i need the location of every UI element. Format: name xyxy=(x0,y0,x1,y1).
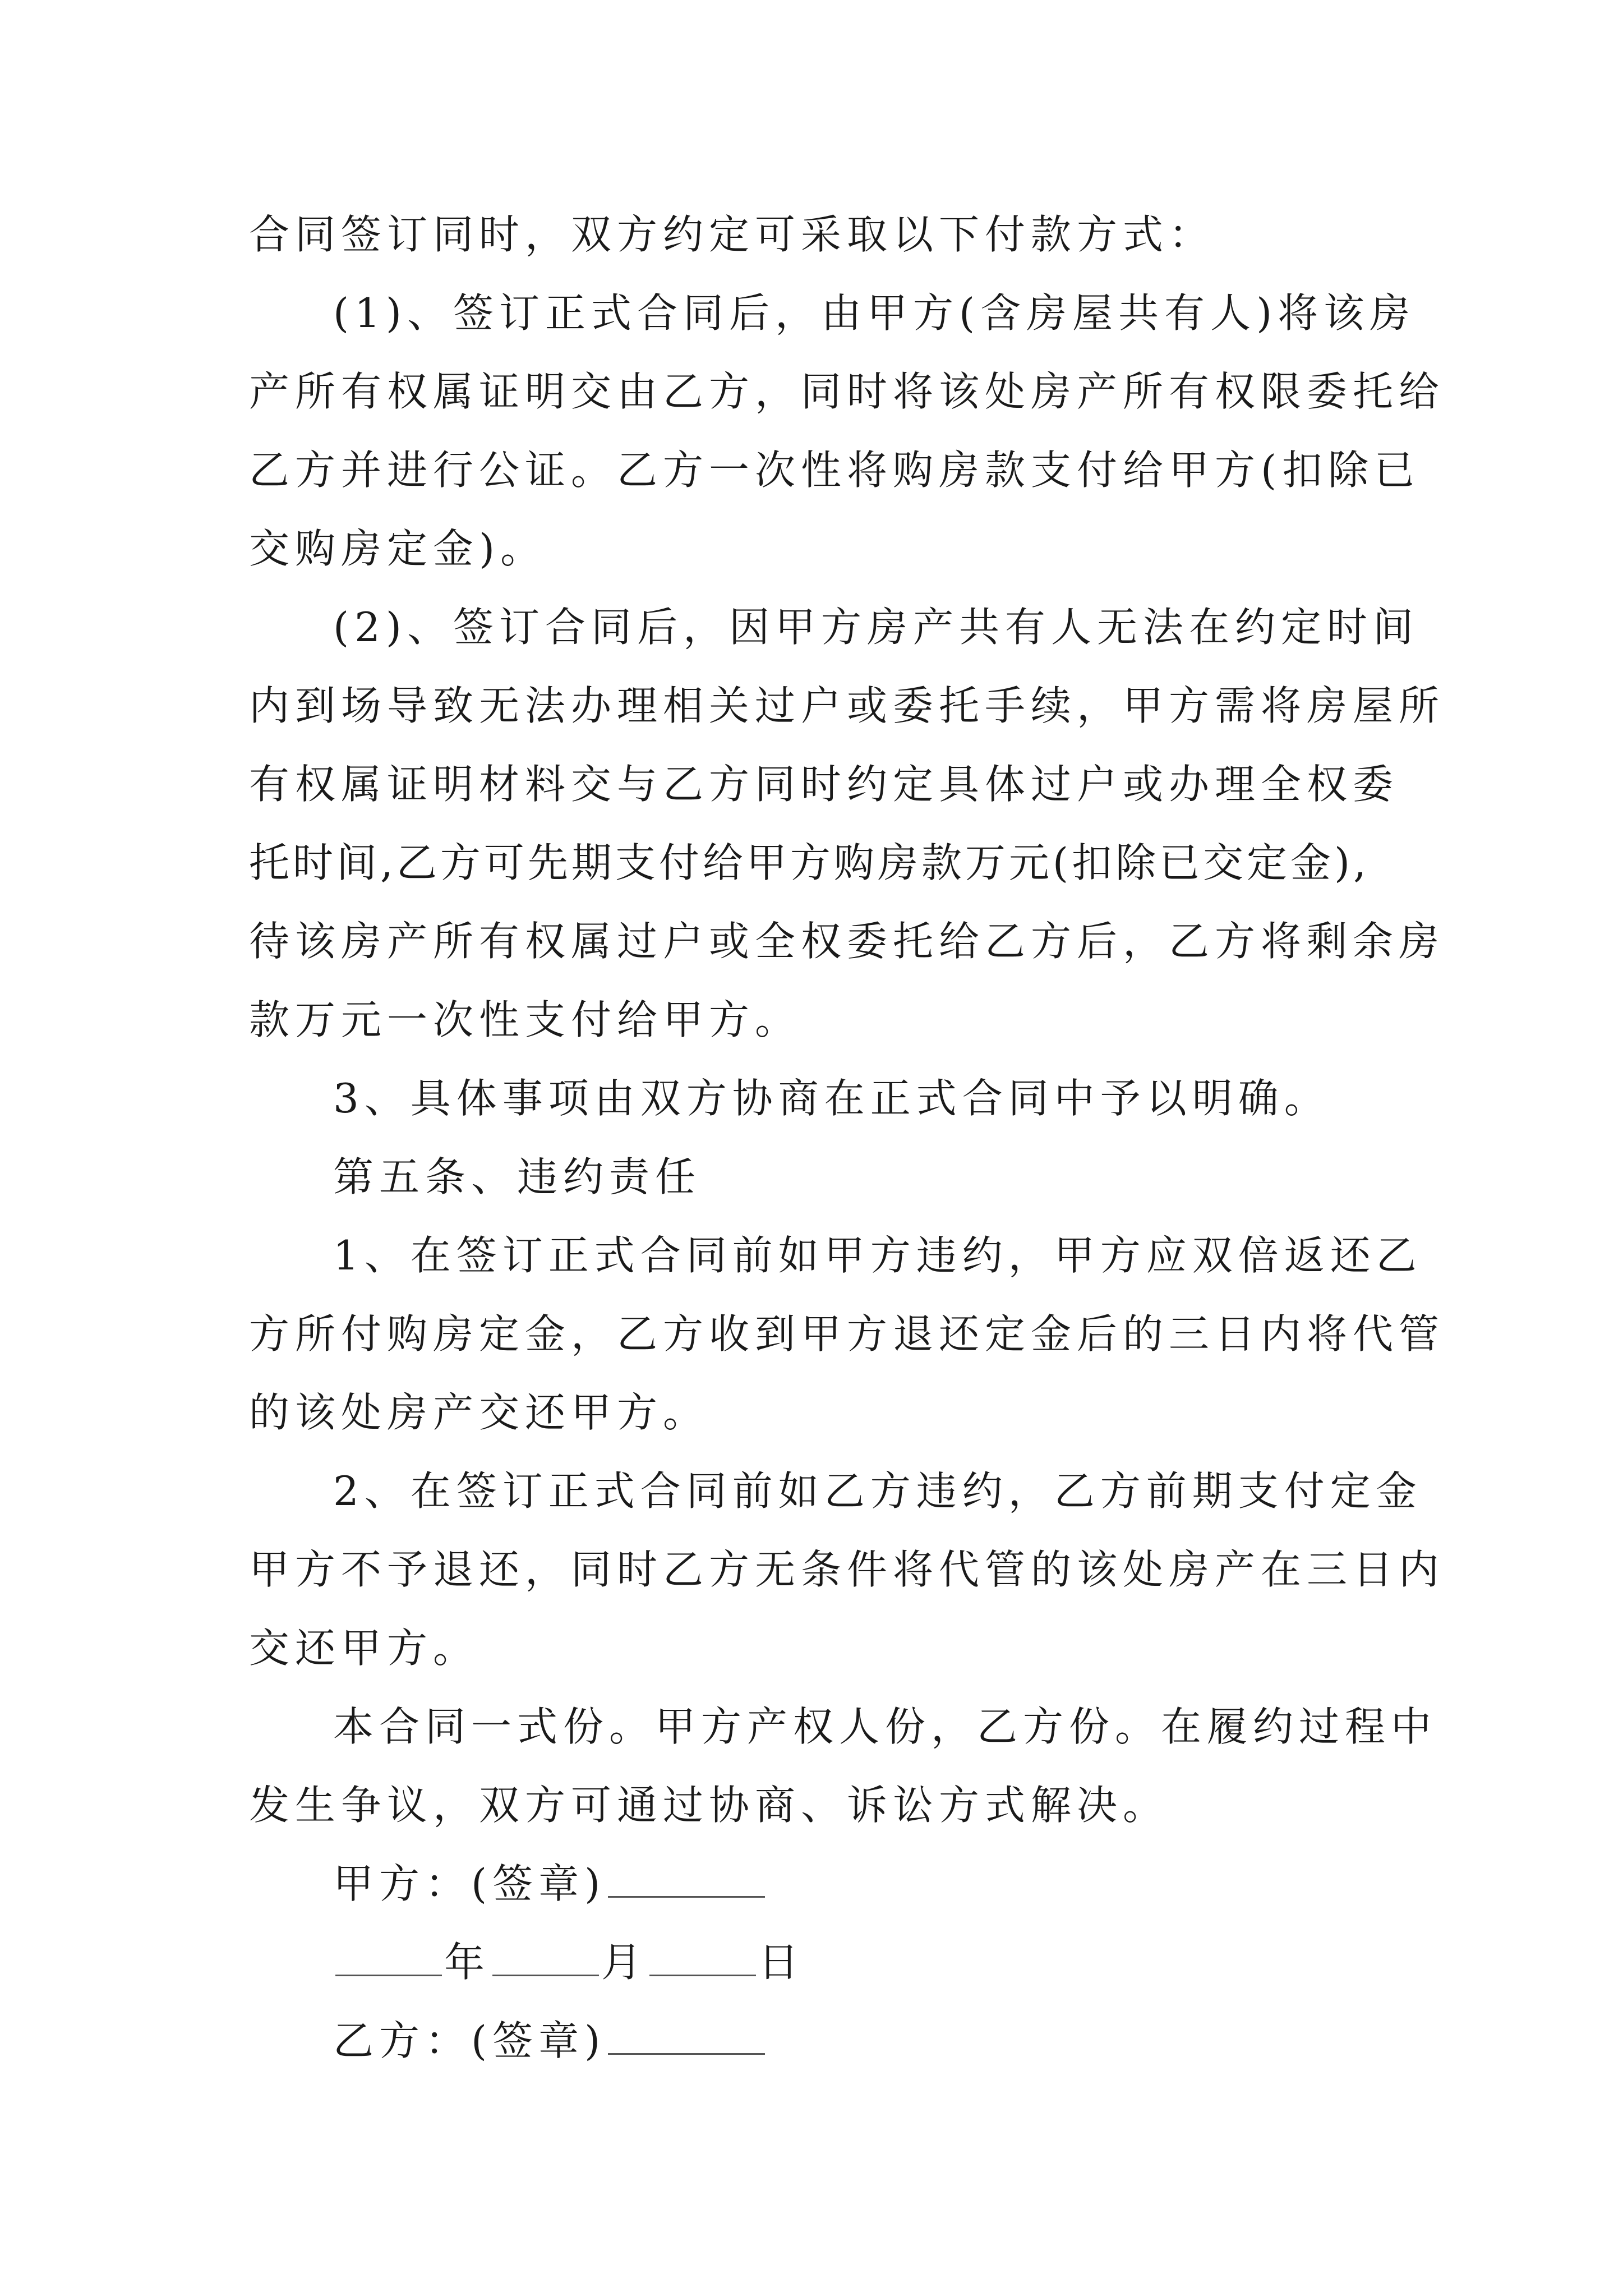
paragraph-line: 3、具体事项由双方协商在正式合同中予以明确。 xyxy=(333,1075,1330,1122)
month-blank xyxy=(492,1941,599,1976)
year-label: 年 xyxy=(444,1939,491,1986)
day-label: 日 xyxy=(758,1939,805,1986)
signature-line-party-a xyxy=(333,1856,767,1912)
paragraph-line: 交还甲方。 xyxy=(249,1625,479,1672)
paragraph-line: 本合同一式份。甲方产权人份，乙方份。在履约过程中 xyxy=(333,1703,1437,1750)
paragraph-line: 方所付购房定金，乙方收到甲方退还定金后的三日内将代管 xyxy=(249,1310,1445,1358)
signature-label-party-a: 甲方：(签章) xyxy=(333,1860,606,1907)
paragraph-line: 产所有权属证明交由乙方，同时将该处房产所有权限委托给 xyxy=(249,368,1445,415)
signature-line-party-b xyxy=(333,2013,767,2069)
signature-blank-party-a xyxy=(608,1862,765,1898)
paragraph-line: 甲方不予退还，同时乙方无条件将代管的该处房产在三日内 xyxy=(249,1546,1445,1593)
paragraph-line: 发生争议，双方可通过协商、诉讼方式解决。 xyxy=(249,1782,1169,1829)
month-label: 月 xyxy=(601,1939,648,1986)
paragraph-line: 1、在签订正式合同前如甲方违约，甲方应双倍返还乙 xyxy=(333,1232,1422,1279)
date-line xyxy=(333,1934,804,1990)
day-blank xyxy=(649,1941,756,1976)
paragraph-line: 托时间,乙方可先期支付给甲方购房款万元(扣除已交定金), xyxy=(249,839,1370,886)
paragraph-line: 内到场导致无法办理相关过户或委托手续，甲方需将房屋所 xyxy=(249,682,1445,729)
signature-label-party-b: 乙方：(签章) xyxy=(333,2017,606,2064)
paragraph-line: 合同签订同时，双方约定可采取以下付款方式： xyxy=(249,211,1215,258)
paragraph-line: 的该处房产交还甲方。 xyxy=(249,1389,709,1436)
paragraph-line: 2、在签订正式合同前如乙方违约，乙方前期支付定金 xyxy=(333,1467,1422,1515)
paragraph-line: 交购房定金)。 xyxy=(249,525,547,572)
paragraph-line: 乙方并进行公证。乙方一次性将购房款支付给甲方(扣除已 xyxy=(249,447,1421,494)
paragraph-line: (2)、签订合同后，因甲方房产共有人无法在约定时间 xyxy=(333,604,1419,651)
year-blank xyxy=(335,1941,442,1976)
paragraph-line: 待该房产所有权属过户或全权委托给乙方后，乙方将剩余房 xyxy=(249,918,1445,965)
paragraph-line: 有权属证明材料交与乙方同时约定具体过户或办理全权委 xyxy=(249,761,1399,808)
section-heading: 第五条、违约责任 xyxy=(333,1153,702,1200)
paragraph-line: (1)、签订正式合同后，由甲方(含房屋共有人)将该房 xyxy=(333,289,1416,337)
signature-blank-party-b xyxy=(608,2019,765,2055)
paragraph-line: 款万元一次性支付给甲方。 xyxy=(249,996,801,1043)
